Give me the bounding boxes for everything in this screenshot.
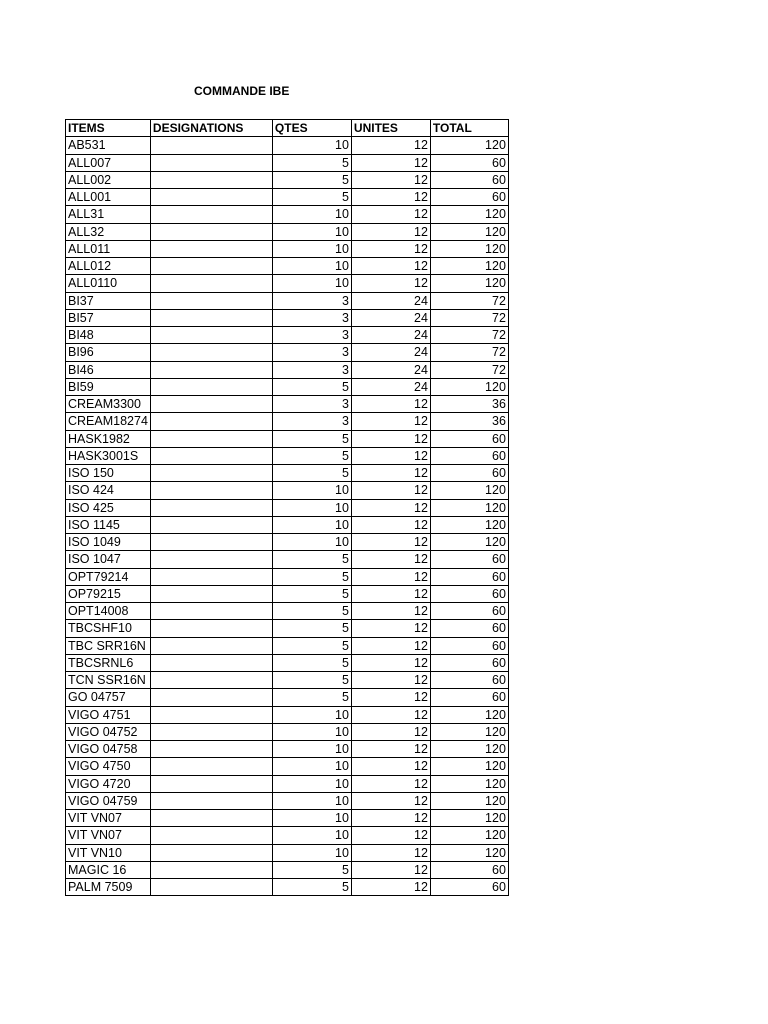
- qtes-cell: 10: [272, 827, 351, 844]
- unites-cell: 12: [351, 447, 430, 464]
- table-row: [66, 344, 509, 361]
- total-cell: 120: [430, 137, 508, 154]
- item-cell: TBCSRNL6: [66, 654, 151, 671]
- item-cell: BI48: [66, 327, 151, 344]
- unites-cell: 12: [351, 792, 430, 809]
- table-row: [66, 879, 509, 896]
- item-cell: ALL0110: [66, 275, 151, 292]
- item-cell: ISO 150: [66, 465, 151, 482]
- unites-cell: 12: [351, 551, 430, 568]
- total-cell: 120: [430, 810, 508, 827]
- designation-cell: [150, 516, 272, 533]
- qtes-cell: 10: [272, 137, 351, 154]
- designation-cell: [150, 482, 272, 499]
- unites-cell: 12: [351, 568, 430, 585]
- table-row: [66, 465, 509, 482]
- total-cell: 36: [430, 413, 508, 430]
- item-cell: BI37: [66, 292, 151, 309]
- order-table: [65, 119, 509, 896]
- document-title: COMMANDE IBE: [194, 84, 290, 98]
- item-cell: ALL012: [66, 258, 151, 275]
- item-cell: HASK1982: [66, 430, 151, 447]
- table-row: [66, 706, 509, 723]
- table-row: [66, 723, 509, 740]
- qtes-cell: 3: [272, 327, 351, 344]
- unites-cell: 12: [351, 240, 430, 257]
- unites-cell: 24: [351, 309, 430, 326]
- table-row: [66, 223, 509, 240]
- designation-cell: [150, 827, 272, 844]
- unites-cell: 24: [351, 378, 430, 395]
- table-row: [66, 516, 509, 533]
- table-row: [66, 499, 509, 516]
- unites-cell: 12: [351, 620, 430, 637]
- designation-cell: [150, 723, 272, 740]
- designation-cell: [150, 206, 272, 223]
- table-row: [66, 482, 509, 499]
- column-header-unites: UNITES: [351, 120, 430, 137]
- item-cell: ISO 1047: [66, 551, 151, 568]
- item-cell: TBC SRR16N: [66, 637, 151, 654]
- item-cell: OPT14008: [66, 603, 151, 620]
- unites-cell: 12: [351, 516, 430, 533]
- designation-cell: [150, 637, 272, 654]
- unites-cell: 12: [351, 637, 430, 654]
- item-cell: GO 04757: [66, 689, 151, 706]
- item-cell: ALL007: [66, 154, 151, 171]
- total-cell: 120: [430, 844, 508, 861]
- total-cell: 60: [430, 430, 508, 447]
- designation-cell: [150, 551, 272, 568]
- designation-cell: [150, 378, 272, 395]
- qtes-cell: 10: [272, 810, 351, 827]
- qtes-cell: 5: [272, 620, 351, 637]
- table-body: [66, 137, 509, 896]
- unites-cell: 12: [351, 827, 430, 844]
- qtes-cell: 10: [272, 758, 351, 775]
- qtes-cell: 5: [272, 154, 351, 171]
- unites-cell: 24: [351, 361, 430, 378]
- total-cell: 120: [430, 723, 508, 740]
- qtes-cell: 5: [272, 654, 351, 671]
- qtes-cell: 10: [272, 258, 351, 275]
- item-cell: ALL31: [66, 206, 151, 223]
- item-cell: VIT VN10: [66, 844, 151, 861]
- table-row: [66, 240, 509, 257]
- designation-cell: [150, 689, 272, 706]
- qtes-cell: 5: [272, 879, 351, 896]
- table-row: [66, 361, 509, 378]
- total-cell: 120: [430, 482, 508, 499]
- unites-cell: 24: [351, 292, 430, 309]
- qtes-cell: 3: [272, 396, 351, 413]
- qtes-cell: 10: [272, 206, 351, 223]
- designation-cell: [150, 741, 272, 758]
- designation-cell: [150, 430, 272, 447]
- total-cell: 60: [430, 551, 508, 568]
- total-cell: 72: [430, 344, 508, 361]
- item-cell: ALL011: [66, 240, 151, 257]
- table-row: [66, 827, 509, 844]
- total-cell: 60: [430, 154, 508, 171]
- table-row: [66, 206, 509, 223]
- item-cell: VIGO 4750: [66, 758, 151, 775]
- item-cell: OPT79214: [66, 568, 151, 585]
- designation-cell: [150, 223, 272, 240]
- qtes-cell: 3: [272, 361, 351, 378]
- qtes-cell: 5: [272, 171, 351, 188]
- total-cell: 120: [430, 258, 508, 275]
- item-cell: ISO 1049: [66, 534, 151, 551]
- table-row: [66, 758, 509, 775]
- table-header-row: [66, 120, 509, 137]
- unites-cell: 12: [351, 861, 430, 878]
- unites-cell: 12: [351, 171, 430, 188]
- qtes-cell: 10: [272, 516, 351, 533]
- designation-cell: [150, 568, 272, 585]
- total-cell: 120: [430, 827, 508, 844]
- qtes-cell: 5: [272, 447, 351, 464]
- unites-cell: 12: [351, 585, 430, 602]
- qtes-cell: 5: [272, 637, 351, 654]
- table-row: [66, 430, 509, 447]
- unites-cell: 12: [351, 465, 430, 482]
- total-cell: 60: [430, 620, 508, 637]
- item-cell: BI57: [66, 309, 151, 326]
- total-cell: 72: [430, 361, 508, 378]
- qtes-cell: 10: [272, 723, 351, 740]
- item-cell: VIGO 4720: [66, 775, 151, 792]
- unites-cell: 12: [351, 258, 430, 275]
- qtes-cell: 3: [272, 309, 351, 326]
- designation-cell: [150, 137, 272, 154]
- item-cell: CREAM18274: [66, 413, 151, 430]
- item-cell: VIGO 04752: [66, 723, 151, 740]
- unites-cell: 12: [351, 844, 430, 861]
- designation-cell: [150, 154, 272, 171]
- designation-cell: [150, 585, 272, 602]
- item-cell: ALL32: [66, 223, 151, 240]
- item-cell: ALL001: [66, 189, 151, 206]
- unites-cell: 12: [351, 275, 430, 292]
- total-cell: 60: [430, 465, 508, 482]
- item-cell: VIGO 04758: [66, 741, 151, 758]
- unites-cell: 12: [351, 413, 430, 430]
- unites-cell: 24: [351, 327, 430, 344]
- designation-cell: [150, 309, 272, 326]
- total-cell: 120: [430, 499, 508, 516]
- total-cell: 60: [430, 447, 508, 464]
- qtes-cell: 3: [272, 413, 351, 430]
- unites-cell: 12: [351, 723, 430, 740]
- table-row: [66, 672, 509, 689]
- table-row: [66, 775, 509, 792]
- unites-cell: 12: [351, 775, 430, 792]
- designation-cell: [150, 620, 272, 637]
- designation-cell: [150, 344, 272, 361]
- table-row: [66, 327, 509, 344]
- total-cell: 120: [430, 240, 508, 257]
- total-cell: 120: [430, 706, 508, 723]
- designation-cell: [150, 775, 272, 792]
- designation-cell: [150, 171, 272, 188]
- qtes-cell: 5: [272, 430, 351, 447]
- designation-cell: [150, 861, 272, 878]
- designation-cell: [150, 758, 272, 775]
- table-row: [66, 637, 509, 654]
- designation-cell: [150, 327, 272, 344]
- unites-cell: 12: [351, 689, 430, 706]
- table-row: [66, 568, 509, 585]
- qtes-cell: 10: [272, 706, 351, 723]
- column-header-items: ITEMS: [66, 120, 151, 137]
- unites-cell: 12: [351, 499, 430, 516]
- qtes-cell: 3: [272, 344, 351, 361]
- item-cell: ISO 1145: [66, 516, 151, 533]
- total-cell: 60: [430, 672, 508, 689]
- item-cell: HASK3001S: [66, 447, 151, 464]
- designation-cell: [150, 499, 272, 516]
- table-row: [66, 447, 509, 464]
- total-cell: 72: [430, 309, 508, 326]
- item-cell: VIT VN07: [66, 827, 151, 844]
- item-cell: CREAM3300: [66, 396, 151, 413]
- total-cell: 72: [430, 327, 508, 344]
- designation-cell: [150, 879, 272, 896]
- table-row: [66, 413, 509, 430]
- qtes-cell: 10: [272, 275, 351, 292]
- total-cell: 72: [430, 292, 508, 309]
- unites-cell: 12: [351, 137, 430, 154]
- total-cell: 120: [430, 206, 508, 223]
- item-cell: PALM 7509: [66, 879, 151, 896]
- qtes-cell: 5: [272, 689, 351, 706]
- unites-cell: 12: [351, 154, 430, 171]
- designation-cell: [150, 447, 272, 464]
- unites-cell: 12: [351, 654, 430, 671]
- designation-cell: [150, 189, 272, 206]
- total-cell: 120: [430, 534, 508, 551]
- designation-cell: [150, 275, 272, 292]
- total-cell: 120: [430, 775, 508, 792]
- item-cell: ISO 425: [66, 499, 151, 516]
- unites-cell: 12: [351, 534, 430, 551]
- table-row: [66, 844, 509, 861]
- total-cell: 60: [430, 637, 508, 654]
- item-cell: MAGIC 16: [66, 861, 151, 878]
- column-header-designations: DESIGNATIONS: [150, 120, 272, 137]
- qtes-cell: 5: [272, 378, 351, 395]
- designation-cell: [150, 534, 272, 551]
- qtes-cell: 10: [272, 792, 351, 809]
- designation-cell: [150, 654, 272, 671]
- table-row: [66, 137, 509, 154]
- table-row: [66, 171, 509, 188]
- table-row: [66, 689, 509, 706]
- designation-cell: [150, 844, 272, 861]
- item-cell: BI59: [66, 378, 151, 395]
- item-cell: VIT VN07: [66, 810, 151, 827]
- qtes-cell: 5: [272, 672, 351, 689]
- total-cell: 120: [430, 792, 508, 809]
- designation-cell: [150, 465, 272, 482]
- table-row: [66, 378, 509, 395]
- total-cell: 60: [430, 689, 508, 706]
- total-cell: 60: [430, 879, 508, 896]
- unites-cell: 12: [351, 223, 430, 240]
- table-row: [66, 258, 509, 275]
- unites-cell: 12: [351, 706, 430, 723]
- item-cell: VIGO 4751: [66, 706, 151, 723]
- table-row: [66, 654, 509, 671]
- qtes-cell: 5: [272, 861, 351, 878]
- total-cell: 120: [430, 741, 508, 758]
- qtes-cell: 3: [272, 292, 351, 309]
- unites-cell: 12: [351, 603, 430, 620]
- qtes-cell: 10: [272, 741, 351, 758]
- table-row: [66, 741, 509, 758]
- table-row: [66, 396, 509, 413]
- unites-cell: 24: [351, 344, 430, 361]
- unites-cell: 12: [351, 879, 430, 896]
- column-header-total: TOTAL: [430, 120, 508, 137]
- qtes-cell: 10: [272, 223, 351, 240]
- unites-cell: 12: [351, 206, 430, 223]
- qtes-cell: 5: [272, 189, 351, 206]
- total-cell: 36: [430, 396, 508, 413]
- designation-cell: [150, 361, 272, 378]
- total-cell: 120: [430, 275, 508, 292]
- unites-cell: 12: [351, 672, 430, 689]
- item-cell: BI96: [66, 344, 151, 361]
- designation-cell: [150, 706, 272, 723]
- table-row: [66, 551, 509, 568]
- qtes-cell: 10: [272, 240, 351, 257]
- total-cell: 60: [430, 861, 508, 878]
- table-row: [66, 189, 509, 206]
- total-cell: 120: [430, 378, 508, 395]
- designation-cell: [150, 792, 272, 809]
- table-row: [66, 275, 509, 292]
- table-row: [66, 534, 509, 551]
- designation-cell: [150, 240, 272, 257]
- table-row: [66, 620, 509, 637]
- qtes-cell: 10: [272, 844, 351, 861]
- unites-cell: 12: [351, 396, 430, 413]
- total-cell: 60: [430, 189, 508, 206]
- unites-cell: 12: [351, 430, 430, 447]
- qtes-cell: 10: [272, 499, 351, 516]
- unites-cell: 12: [351, 189, 430, 206]
- total-cell: 60: [430, 171, 508, 188]
- table-row: [66, 792, 509, 809]
- table-row: [66, 154, 509, 171]
- qtes-cell: 5: [272, 465, 351, 482]
- qtes-cell: 5: [272, 585, 351, 602]
- item-cell: ALL002: [66, 171, 151, 188]
- item-cell: ISO 424: [66, 482, 151, 499]
- qtes-cell: 10: [272, 482, 351, 499]
- unites-cell: 12: [351, 482, 430, 499]
- table-row: [66, 861, 509, 878]
- designation-cell: [150, 413, 272, 430]
- table-row: [66, 585, 509, 602]
- table-row: [66, 292, 509, 309]
- qtes-cell: 5: [272, 551, 351, 568]
- item-cell: BI46: [66, 361, 151, 378]
- total-cell: 120: [430, 516, 508, 533]
- designation-cell: [150, 258, 272, 275]
- qtes-cell: 10: [272, 534, 351, 551]
- total-cell: 60: [430, 568, 508, 585]
- unites-cell: 12: [351, 741, 430, 758]
- qtes-cell: 5: [272, 603, 351, 620]
- total-cell: 120: [430, 758, 508, 775]
- item-cell: TBCSHF10: [66, 620, 151, 637]
- designation-cell: [150, 810, 272, 827]
- qtes-cell: 5: [272, 568, 351, 585]
- table-row: [66, 810, 509, 827]
- total-cell: 60: [430, 603, 508, 620]
- designation-cell: [150, 603, 272, 620]
- item-cell: TCN SSR16N: [66, 672, 151, 689]
- table-row: [66, 603, 509, 620]
- column-header-qtes: QTES: [272, 120, 351, 137]
- table-row: [66, 309, 509, 326]
- total-cell: 60: [430, 585, 508, 602]
- unites-cell: 12: [351, 810, 430, 827]
- item-cell: OP79215: [66, 585, 151, 602]
- unites-cell: 12: [351, 758, 430, 775]
- designation-cell: [150, 292, 272, 309]
- item-cell: AB531: [66, 137, 151, 154]
- item-cell: VIGO 04759: [66, 792, 151, 809]
- qtes-cell: 10: [272, 775, 351, 792]
- designation-cell: [150, 396, 272, 413]
- total-cell: 60: [430, 654, 508, 671]
- designation-cell: [150, 672, 272, 689]
- total-cell: 120: [430, 223, 508, 240]
